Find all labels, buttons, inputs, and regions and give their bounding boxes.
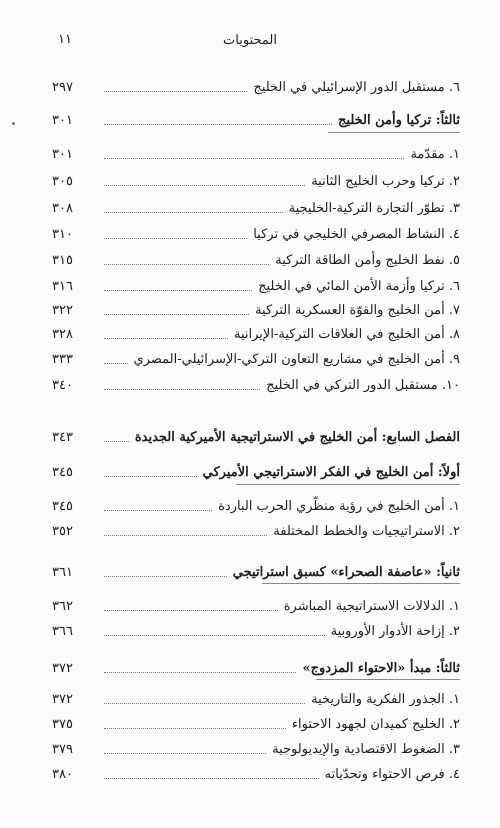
entry-page: ٣٢٢: [52, 302, 73, 318]
leader-dots: [104, 212, 283, 213]
entry-page: ٣٣٣: [52, 351, 73, 367]
toc-entry: [52, 688, 460, 710]
entry-title: ٣. الضغوط الاقتصادية والإيديولوجية: [272, 741, 460, 757]
entry-page: ٣٦٦: [52, 623, 73, 639]
leader-dots: [104, 290, 252, 291]
entry-title: ثالثاً: مبدأ «الاحتواء المزدوج»: [302, 660, 460, 676]
entry-title: ٣. تطوّر التجارة التركية-الخليجية: [288, 200, 460, 216]
entry-page: ٣٠٥: [52, 173, 73, 189]
page-number: ١١: [58, 32, 72, 47]
entry-title: ٢. الخليج كميدان لجهود الاحتواء: [291, 716, 460, 732]
entry-page: ٣٤٥: [52, 498, 73, 514]
leader-dots: [104, 389, 260, 390]
entry-title: ١. أمن الخليج في رؤية منظّري الحرب الباردة: [218, 498, 460, 514]
entry-page: ٣٦١: [52, 564, 73, 580]
entry-title: ٥. نفط الخليج وأمن الطاقة التركية: [275, 252, 460, 268]
leader-dots: [104, 778, 319, 779]
toc-section-heading: [52, 461, 460, 483]
entry-page: ٣٠١: [52, 112, 73, 128]
entry-page: ٣٧٩: [52, 741, 73, 757]
entry-title: ٤. النشاط المصرفي الخليجي في تركيا: [253, 226, 460, 242]
toc-entry: [52, 348, 460, 370]
leader-dots: [104, 476, 197, 477]
entry-page: ٣٤٠: [52, 377, 73, 393]
leader-dots: [104, 124, 332, 125]
entry-title: ٢. تركيا وحرب الخليج الثانية: [311, 173, 460, 189]
toc-entry: [52, 299, 460, 321]
leader-dots: [104, 441, 129, 442]
entry-title: ٢. الاستراتيجيات والخطط المختلفة: [273, 523, 460, 539]
entry-title: ١. مقدّمة: [410, 146, 460, 162]
entry-title: ٤. فرص الاحتواء وتحدّياته: [324, 766, 460, 782]
entry-page: ٣٤٣: [52, 429, 73, 445]
leader-dots: [104, 703, 305, 704]
leader-dots: [104, 635, 325, 636]
toc-entry: [52, 620, 460, 642]
entry-page: ٣٠٨: [52, 200, 73, 216]
entry-page: ٣١٦: [52, 278, 73, 294]
entry-title: أولاً: أمن الخليج في الفكر الاستراتيجي الأميركي: [202, 464, 460, 480]
entry-page: ٣٦٢: [52, 598, 73, 614]
entry-title: ثالثاً: تركيا وأمن الخليج: [338, 112, 460, 128]
page-header: [0, 30, 500, 54]
entry-page: ٣٠١: [52, 146, 73, 162]
running-title: المحتويات: [223, 33, 277, 48]
entry-title: ٦. مستقبل الدور الإسرائيلي في الخليج: [253, 79, 460, 95]
toc-entry: [52, 495, 460, 517]
toc-entry: [52, 275, 460, 297]
toc-entry: [52, 763, 460, 785]
entry-title: ٨. أمن الخليج في العلاقات التركية-الإيرانية: [234, 326, 460, 342]
leader-dots: [104, 264, 269, 265]
entry-page: ٣٨٠: [52, 766, 73, 782]
leader-dots: [104, 535, 267, 536]
leader-dots: [104, 576, 227, 577]
leader-dots: [104, 363, 128, 364]
entry-title: ١. الجذور الفكرية والتاريخية: [311, 691, 460, 707]
leader-dots: [104, 672, 296, 673]
entry-title: ١. الدلالات الاستراتيجية المباشرة: [283, 598, 460, 614]
entry-title: ٧. أمن الخليج والقوّة العسكرية التركية: [255, 302, 460, 318]
leader-dots: [104, 338, 228, 339]
entry-page: ٣٧٢: [52, 691, 73, 707]
toc-entry: [52, 249, 460, 271]
toc-section-heading: [52, 109, 460, 131]
leader-dots: [104, 238, 247, 239]
entry-page: ٣٤٥: [52, 464, 73, 480]
toc-entry: [52, 595, 460, 617]
toc-section-heading: [52, 657, 460, 679]
entry-page: ٣٧٥: [52, 716, 73, 732]
leader-dots: [104, 753, 266, 754]
toc-entry: [52, 197, 460, 219]
toc-entry: [52, 223, 460, 245]
toc-entry: [52, 738, 460, 760]
entry-title: ٩. أمن الخليج في مشاريع التعاون التركي-الإسرائيلي-المصري: [133, 351, 460, 367]
leader-dots: [104, 510, 212, 511]
entry-page: ٣٥٢: [52, 523, 73, 539]
toc-entry: [52, 520, 460, 542]
entry-title: ٦. تركيا وأزمة الأمن المائي في الخليج: [258, 278, 460, 294]
heading-rule: [328, 132, 460, 133]
leader-dots: [104, 610, 278, 611]
scan-speck: [12, 122, 15, 125]
heading-rule: [316, 679, 460, 680]
heading-rule: [236, 484, 460, 485]
toc-entry: [52, 323, 460, 345]
toc-entry: [52, 170, 460, 192]
toc-entry: [52, 713, 460, 735]
toc-entry: [52, 143, 460, 165]
entry-page: ٣١٠: [52, 226, 73, 242]
toc-chapter-heading: [52, 426, 460, 448]
entry-page: ٣٢٨: [52, 326, 73, 342]
toc-entry: [52, 76, 460, 98]
entry-title: ثانياً: «عاصفة الصحراء» كسبق استراتيجي: [232, 564, 460, 580]
leader-dots: [104, 91, 247, 92]
leader-dots: [104, 314, 249, 315]
toc-section-heading: [52, 561, 460, 583]
entry-title: ١٠. مستقبل الدور التركي في الخليج: [266, 377, 460, 393]
entry-page: ٣٧٢: [52, 660, 73, 676]
leader-dots: [104, 728, 286, 729]
entry-title: ٢. إزاحة الأدوار الأوروبية: [330, 623, 460, 639]
leader-dots: [104, 158, 404, 159]
entry-page: ٢٩٧: [52, 79, 73, 95]
entry-title: الفصل السابع: أمن الخليج في الاستراتيجية الأميركية الجديدة: [134, 429, 460, 445]
toc-entry: [52, 374, 460, 396]
entry-page: ٣١٥: [52, 252, 73, 268]
leader-dots: [104, 185, 305, 186]
heading-rule: [262, 583, 460, 584]
